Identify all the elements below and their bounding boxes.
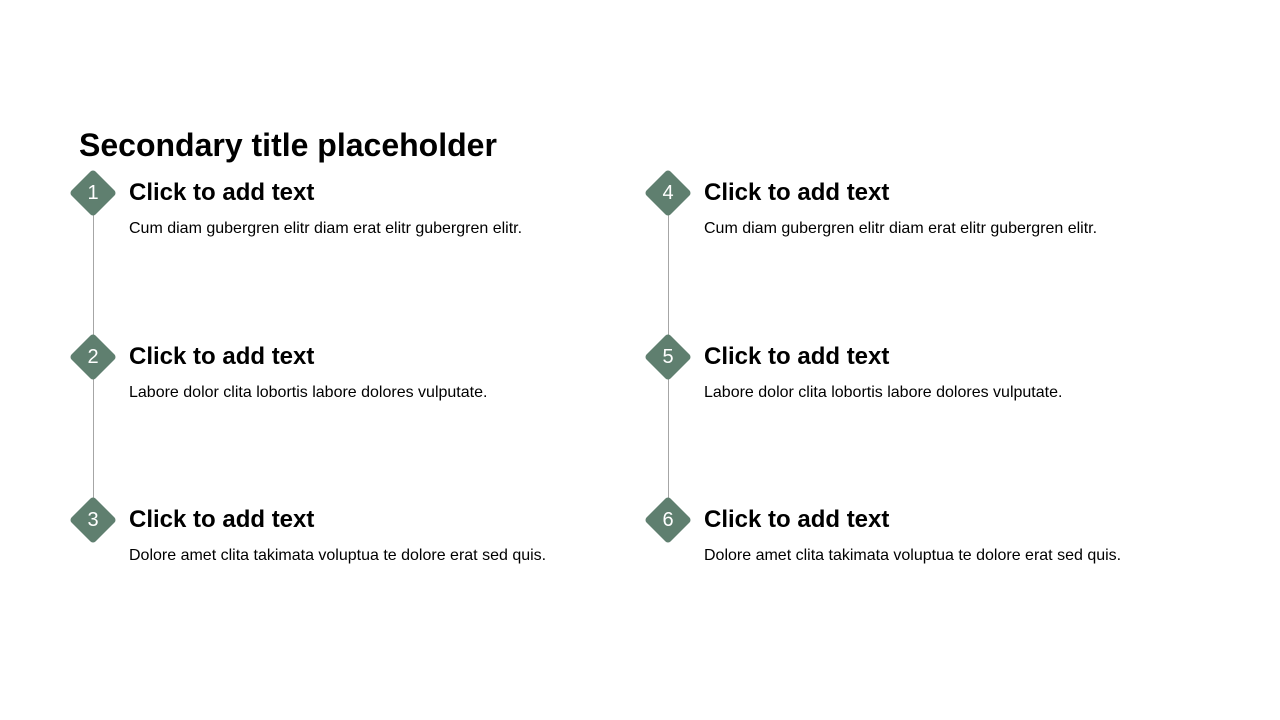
- timeline-column-right: [575, 0, 1135, 720]
- step-description[interactable]: Labore dolor clita lobortis labore dolores vulputate.: [129, 384, 488, 401]
- step-description[interactable]: Labore dolor clita lobortis labore dolores vulputate.: [704, 384, 1063, 401]
- step-number: 5: [662, 346, 674, 368]
- step-description[interactable]: Dolore amet clita takimata voluptua te dolore erat sed quis.: [704, 547, 1122, 564]
- step-description[interactable]: Cum diam gubergren elitr diam erat elitr gubergren elitr.: [704, 220, 1098, 237]
- step-heading[interactable]: Click to add text: [129, 179, 315, 206]
- step-heading[interactable]: Click to add text: [704, 343, 890, 370]
- step-number: 1: [87, 182, 99, 204]
- timeline-step: [0, 333, 560, 413]
- timeline-step: [575, 496, 1135, 576]
- step-description[interactable]: Cum diam gubergren elitr diam erat elitr gubergren elitr.: [129, 220, 523, 237]
- timeline-column-left: [0, 0, 560, 720]
- diamond-marker-icon: [69, 496, 117, 544]
- step-number: 3: [87, 509, 99, 531]
- step-heading[interactable]: Click to add text: [129, 506, 315, 533]
- diamond-marker-icon: [644, 496, 692, 544]
- step-number: 6: [662, 509, 674, 531]
- diamond-marker-icon: [69, 333, 117, 381]
- slide-title[interactable]: Secondary title placeholder: [79, 127, 497, 163]
- step-description[interactable]: Dolore amet clita takimata voluptua te dolore erat sed quis.: [129, 547, 547, 564]
- diamond-marker-icon: [644, 169, 692, 217]
- timeline-step: [575, 333, 1135, 413]
- step-number: 2: [87, 346, 99, 368]
- timeline-step: [0, 496, 560, 576]
- timeline-step: [575, 169, 1135, 249]
- diamond-marker-icon: [644, 333, 692, 381]
- step-number: 4: [662, 182, 674, 204]
- step-heading[interactable]: Click to add text: [704, 506, 890, 533]
- step-heading[interactable]: Click to add text: [129, 343, 315, 370]
- timeline-step: [0, 169, 560, 249]
- diamond-marker-icon: [69, 169, 117, 217]
- step-heading[interactable]: Click to add text: [704, 179, 890, 206]
